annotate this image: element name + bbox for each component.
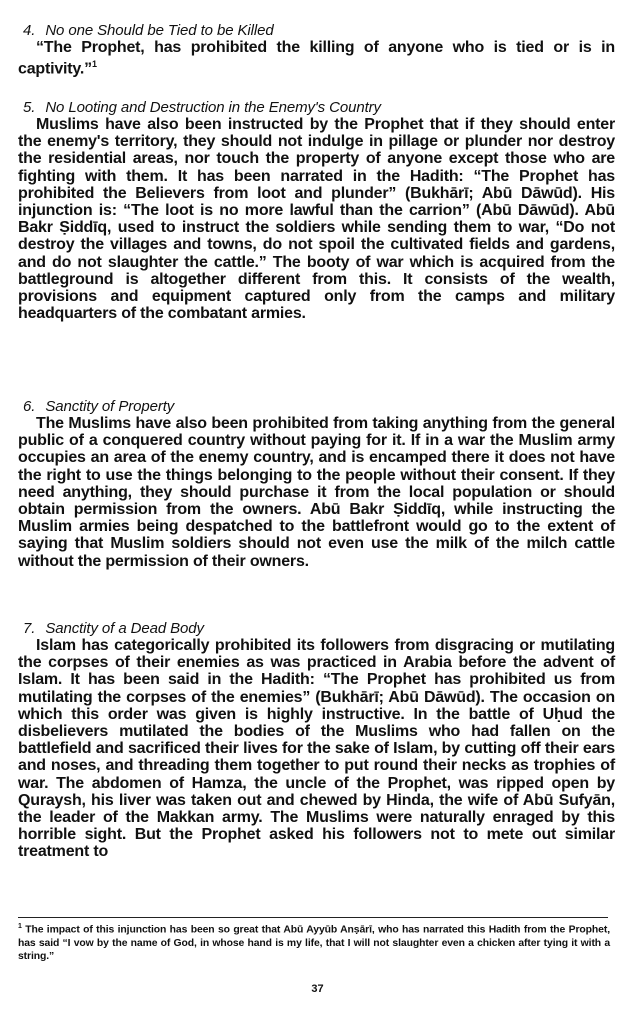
section-body: The Muslims have also been prohibited from taking anything from the general public of a conquered country without paying for it. If in a war the Muslim army occupies an area of the enemy country, and is encamped there it does not have the right to use the things belonging to the people without their consent. If they need anything, they should purchase it from the local population or should obtain permission from the owners. Abū Bakr Ṣiddīq, while instructing the Muslim armies being despatched to the battlefront would go to the extent of saying that Muslim soldiers should not even use the milk of the milch cattle without the permission of their owners. (18, 415, 615, 570)
section-no-looting (18, 99, 615, 322)
section-title: No Looting and Destruction in the Enemy's Country (45, 99, 381, 116)
section-number: 6. (23, 398, 36, 415)
section-heading (18, 99, 615, 116)
section-sanctity-of-dead-body (18, 620, 615, 861)
footnote-marker: 1 (18, 923, 22, 930)
section-body: Muslims have also been instructed by the Prophet that if they should enter the enemy's territory, they should not indulge in pillage or plunder nor destroy the residential areas, nor touch the property of anyone except those who are fighting with them. It has been narrated in the Hadith: “The Prophet has prohibited the Believers from loot and plunder” (Bukhārī; Abū Dāwūd). His injunction is: “The loot is no more lawful than the carrion” (Abū Dāwūd). Abū Bakr Ṣiddīq, used to instruct the soldiers while sending them to war, “Do not destroy the villages and towns, do not spoil the cultivated fields and gardens, and do not slaughter the cattle.” The booty of war which is acquired from the battleground is altogether different from this. It consists of the wealth, provisions and equipment captured only from the camps and military headquarters of the combatant armies. (18, 116, 615, 323)
section-title: No one Should be Tied to be Killed (45, 22, 274, 39)
section-heading (18, 620, 615, 637)
section-title: Sanctity of Property (45, 398, 175, 415)
section-heading (18, 22, 615, 39)
section-body (18, 39, 615, 78)
section-no-one-tied (18, 22, 615, 78)
footnote (18, 920, 610, 964)
page-number: 37 (311, 983, 324, 995)
footnote-text: The impact of this injunction has been so great that Abū Ayyūb Anṣārī, who has narrated this Hadith from the Prophet, has said “I vow by the name of God, in whose hand is my life, that I will not slaughter even a chicken after tying it with a string.” (18, 924, 610, 963)
footnote-divider (18, 917, 608, 918)
section-sanctity-of-property (18, 398, 615, 570)
footnote-reference: 1 (91, 59, 97, 70)
section-text: “The Prophet, has prohibited the killing of anyone who is tied or is in captivity.” (18, 39, 615, 78)
section-number: 5. (23, 99, 36, 116)
section-number: 7. (23, 620, 36, 637)
section-body: Islam has categorically prohibited its followers from disgracing or mutilating the corpses of their enemies as was practiced in Arabia before the advent of Islam. It has been said in the Hadith: “The Prophet has prohibited us from mutilating the corpses of the enemies” (Bukhārī; Abū Dāwūd). The occasion on which this order was given is highly instructive. In the battle of Uḥud the disbelievers mutilated the bodies of the Muslims who had fallen on the battlefield and sacrificed their lives for the sake of Islam, by cutting off their ears and noses, and threading them together to put round their necks as trophies of war. The abdomen of Hamza, the uncle of the Prophet, was ripped open by Quraysh, his liver was taken out and chewed by Hinda, the wife of Abū Sufyān, the leader of the Makkan army. The Muslims were naturally enraged by this horrible sight. But the Prophet asked his followers not to mete out similar treatment to (18, 637, 615, 861)
section-heading (18, 398, 615, 415)
section-title: Sanctity of a Dead Body (45, 620, 204, 637)
section-number: 4. (23, 22, 36, 39)
